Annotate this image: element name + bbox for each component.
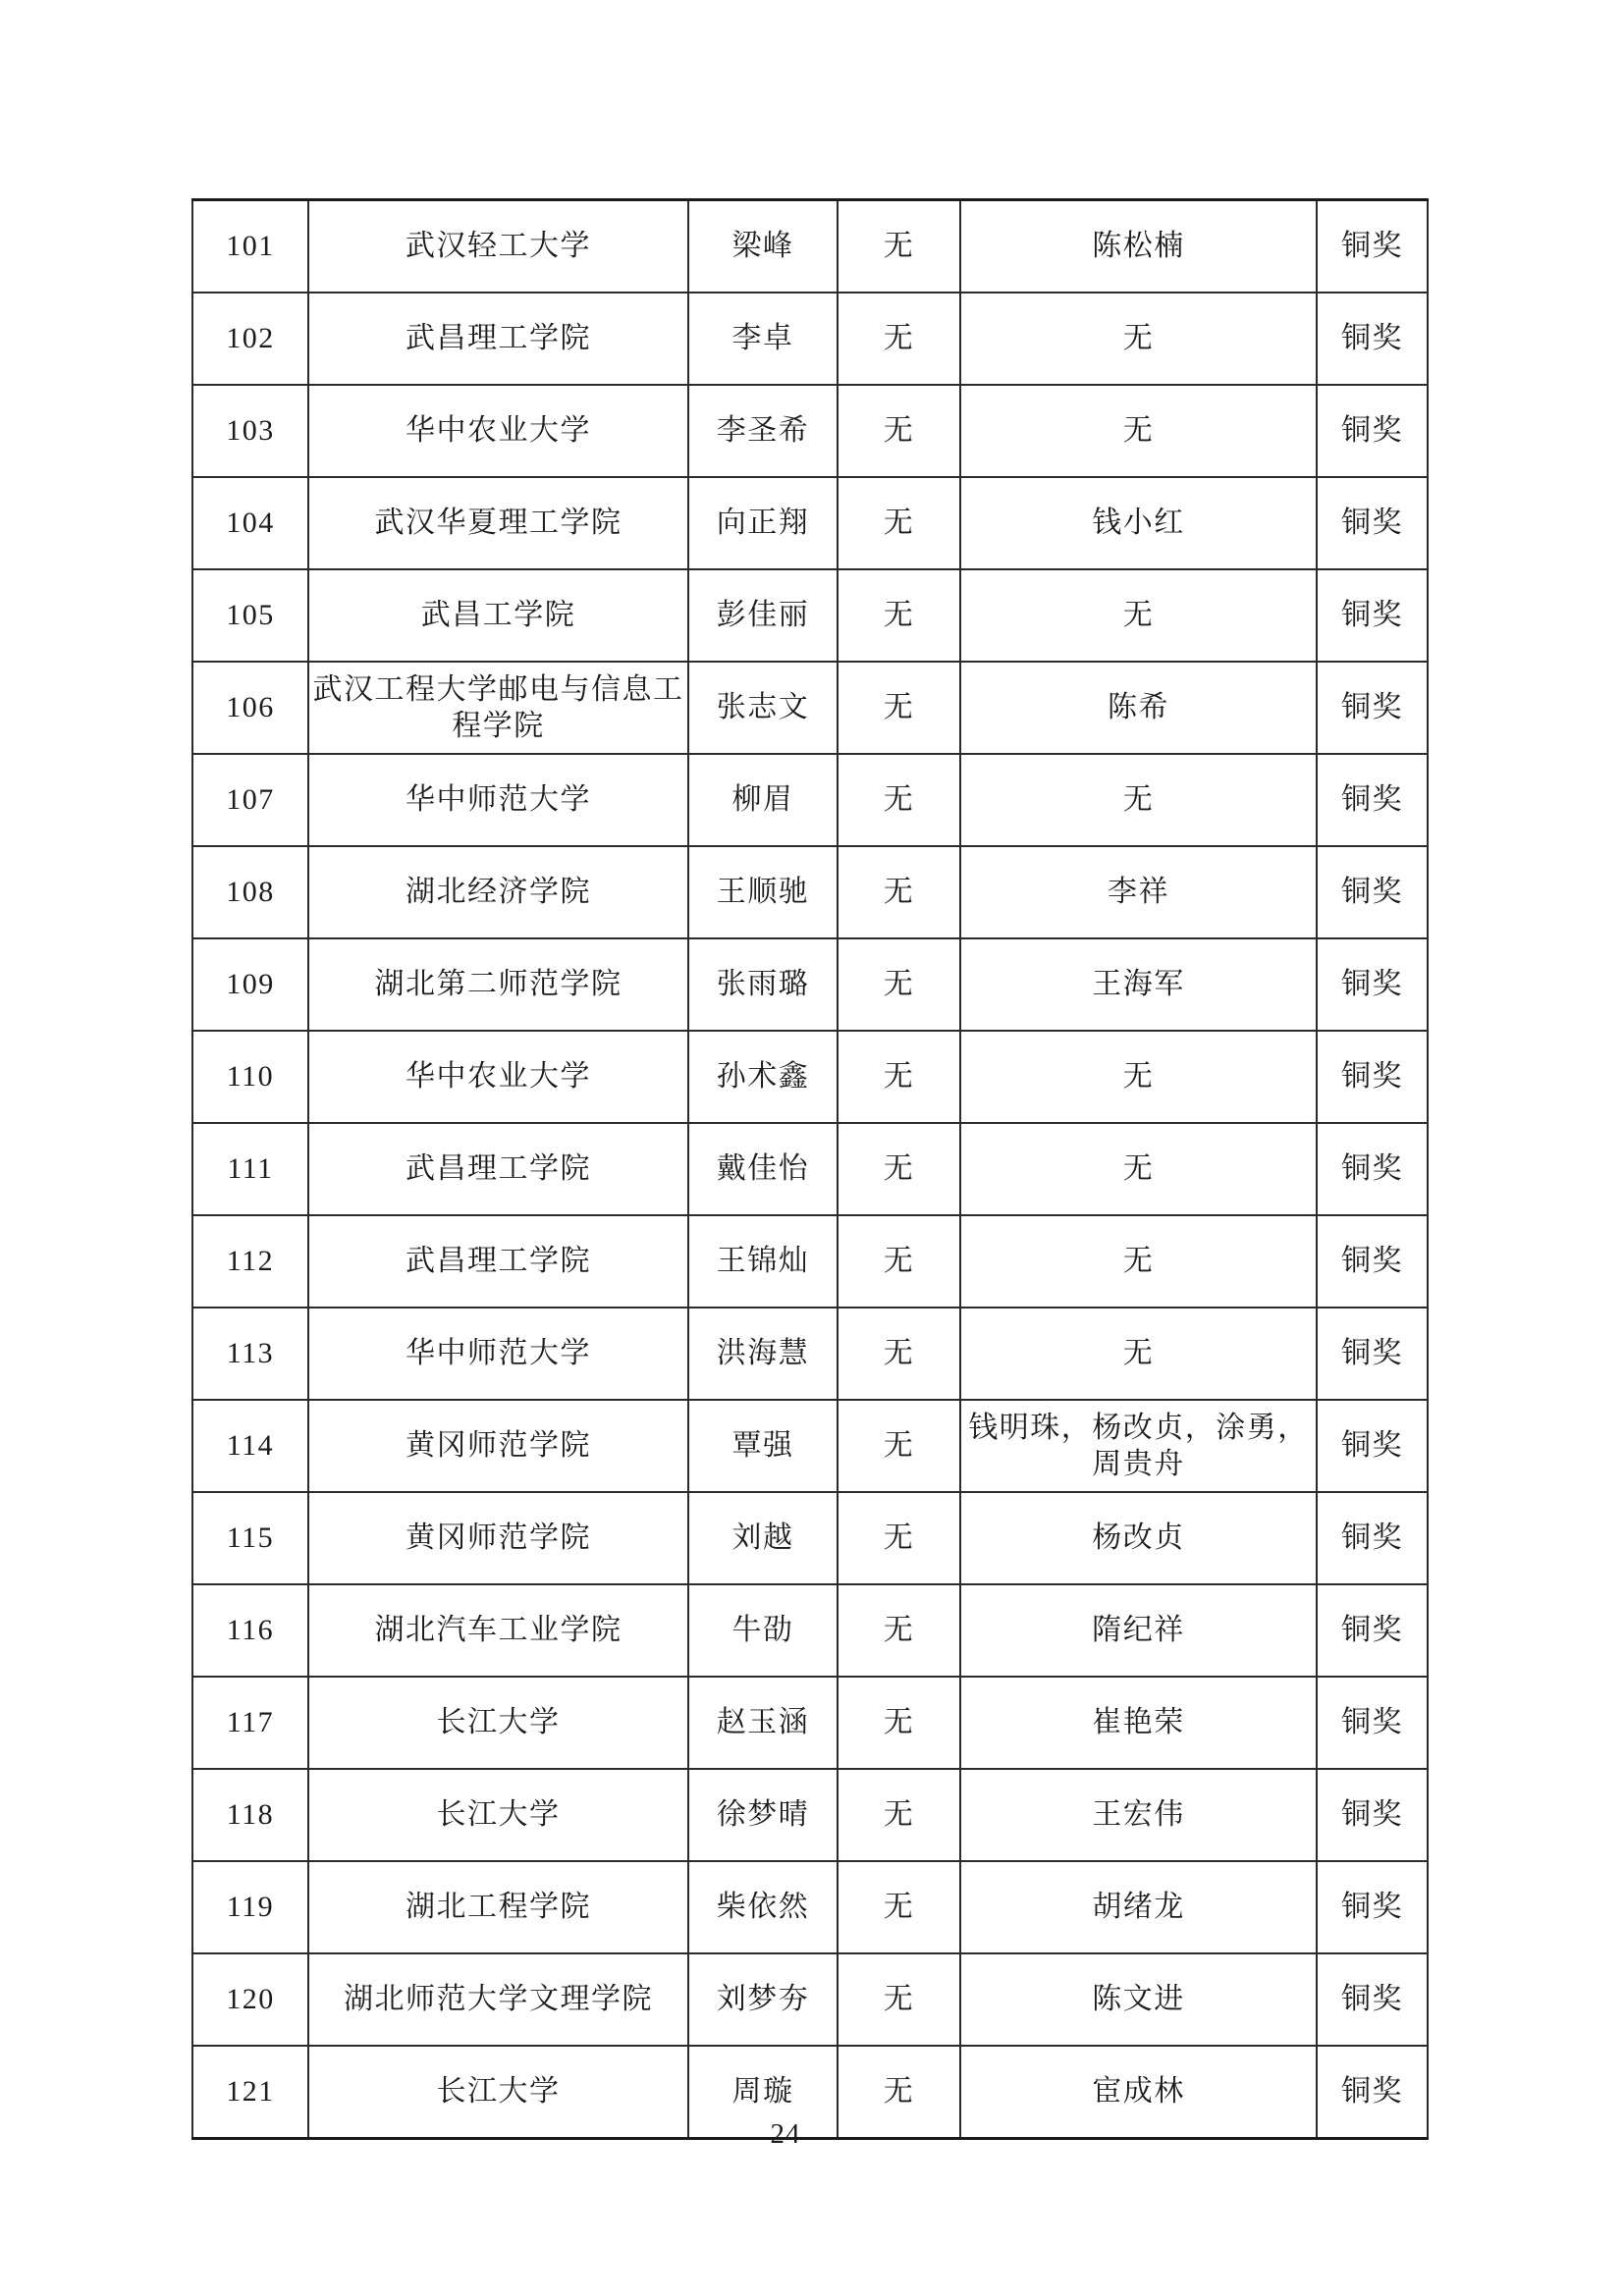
cell-mentors: 陈松楠	[960, 200, 1317, 294]
table-row	[192, 200, 1428, 294]
cell-name: 张雨璐	[688, 938, 838, 1031]
cell-award: 铜奖	[1317, 1584, 1428, 1677]
cell-mentors: 钱明珠，杨改贞，涂勇，周贵舟	[960, 1400, 1317, 1492]
cell-no: 103	[192, 385, 308, 477]
cell-no: 119	[192, 1861, 308, 1953]
cell-no: 111	[192, 1123, 308, 1215]
table-row	[192, 938, 1428, 1031]
cell-no: 102	[192, 293, 308, 385]
cell-name: 覃强	[688, 1400, 838, 1492]
cell-mentors: 无	[960, 1215, 1317, 1308]
cell-no: 112	[192, 1215, 308, 1308]
cell-mentors: 无	[960, 385, 1317, 477]
cell-award: 铜奖	[1317, 1769, 1428, 1861]
cell-mentors: 陈希	[960, 662, 1317, 754]
cell-blank: 无	[838, 1953, 960, 2046]
cell-award: 铜奖	[1317, 569, 1428, 662]
cell-mentors: 陈文进	[960, 1953, 1317, 2046]
cell-school: 湖北汽车工业学院	[308, 1584, 688, 1677]
cell-school: 武汉轻工大学	[308, 200, 688, 294]
cell-name: 徐梦晴	[688, 1769, 838, 1861]
cell-school: 湖北工程学院	[308, 1861, 688, 1953]
cell-blank: 无	[838, 1769, 960, 1861]
cell-name: 王顺驰	[688, 846, 838, 938]
cell-mentors: 隋纪祥	[960, 1584, 1317, 1677]
cell-name: 李卓	[688, 293, 838, 385]
cell-no: 104	[192, 477, 308, 569]
cell-no: 120	[192, 1953, 308, 2046]
cell-no: 110	[192, 1031, 308, 1123]
cell-mentors: 无	[960, 293, 1317, 385]
cell-name: 柴依然	[688, 1861, 838, 1953]
table-row	[192, 1584, 1428, 1677]
cell-name: 洪海慧	[688, 1308, 838, 1400]
cell-mentors: 崔艳荣	[960, 1677, 1317, 1769]
cell-mentors: 李祥	[960, 846, 1317, 938]
cell-blank: 无	[838, 1400, 960, 1492]
cell-name: 王锦灿	[688, 1215, 838, 1308]
cell-award: 铜奖	[1317, 938, 1428, 1031]
cell-award: 铜奖	[1317, 1861, 1428, 1953]
table-row	[192, 1677, 1428, 1769]
cell-blank: 无	[838, 1031, 960, 1123]
table-row	[192, 846, 1428, 938]
cell-award: 铜奖	[1317, 477, 1428, 569]
cell-name: 梁峰	[688, 200, 838, 294]
cell-mentors: 无	[960, 1031, 1317, 1123]
award-table	[191, 198, 1429, 2140]
cell-name: 周璇	[688, 2046, 838, 2139]
cell-school: 长江大学	[308, 2046, 688, 2139]
cell-no: 121	[192, 2046, 308, 2139]
cell-school: 长江大学	[308, 1769, 688, 1861]
cell-blank: 无	[838, 385, 960, 477]
page-number: 24	[770, 2118, 801, 2150]
cell-no: 105	[192, 569, 308, 662]
cell-no: 109	[192, 938, 308, 1031]
cell-award: 铜奖	[1317, 1031, 1428, 1123]
cell-blank: 无	[838, 477, 960, 569]
cell-school: 武昌工学院	[308, 569, 688, 662]
cell-blank: 无	[838, 1123, 960, 1215]
cell-award: 铜奖	[1317, 754, 1428, 846]
cell-no: 118	[192, 1769, 308, 1861]
cell-award: 铜奖	[1317, 385, 1428, 477]
table-row	[192, 1123, 1428, 1215]
table-row	[192, 1031, 1428, 1123]
cell-award: 铜奖	[1317, 846, 1428, 938]
table-row	[192, 293, 1428, 385]
cell-school: 湖北第二师范学院	[308, 938, 688, 1031]
cell-name: 戴佳怡	[688, 1123, 838, 1215]
cell-blank: 无	[838, 1677, 960, 1769]
cell-no: 115	[192, 1492, 308, 1584]
cell-no: 106	[192, 662, 308, 754]
cell-blank: 无	[838, 293, 960, 385]
cell-school: 湖北经济学院	[308, 846, 688, 938]
cell-name: 赵玉涵	[688, 1677, 838, 1769]
cell-name: 向正翔	[688, 477, 838, 569]
cell-mentors: 杨改贞	[960, 1492, 1317, 1584]
cell-no: 108	[192, 846, 308, 938]
cell-mentors: 胡绪龙	[960, 1861, 1317, 1953]
cell-blank: 无	[838, 200, 960, 294]
cell-school: 华中师范大学	[308, 1308, 688, 1400]
cell-blank: 无	[838, 2046, 960, 2139]
table-row	[192, 1400, 1428, 1492]
table-row	[192, 569, 1428, 662]
table-row	[192, 662, 1428, 754]
cell-mentors: 钱小红	[960, 477, 1317, 569]
cell-award: 铜奖	[1317, 1123, 1428, 1215]
cell-no: 114	[192, 1400, 308, 1492]
cell-name: 牛劭	[688, 1584, 838, 1677]
cell-mentors: 无	[960, 1308, 1317, 1400]
table-row	[192, 1861, 1428, 1953]
cell-name: 柳眉	[688, 754, 838, 846]
cell-school: 湖北师范大学文理学院	[308, 1953, 688, 2046]
cell-school: 武昌理工学院	[308, 1123, 688, 1215]
cell-mentors: 无	[960, 754, 1317, 846]
cell-school: 武昌理工学院	[308, 293, 688, 385]
cell-mentors: 王海军	[960, 938, 1317, 1031]
cell-blank: 无	[838, 569, 960, 662]
cell-school: 华中农业大学	[308, 385, 688, 477]
cell-mentors: 无	[960, 1123, 1317, 1215]
cell-school: 黄冈师范学院	[308, 1400, 688, 1492]
table-row	[192, 1492, 1428, 1584]
cell-name: 刘梦夯	[688, 1953, 838, 2046]
cell-no: 113	[192, 1308, 308, 1400]
cell-name: 彭佳丽	[688, 569, 838, 662]
cell-blank: 无	[838, 754, 960, 846]
cell-award: 铜奖	[1317, 293, 1428, 385]
table-row	[192, 385, 1428, 477]
table-row	[192, 477, 1428, 569]
cell-school: 武汉工程大学邮电与信息工程学院	[308, 662, 688, 754]
cell-award: 铜奖	[1317, 1953, 1428, 2046]
cell-blank: 无	[838, 1308, 960, 1400]
cell-mentors: 王宏伟	[960, 1769, 1317, 1861]
cell-name: 刘越	[688, 1492, 838, 1584]
cell-blank: 无	[838, 1215, 960, 1308]
cell-award: 铜奖	[1317, 200, 1428, 294]
cell-no: 101	[192, 200, 308, 294]
cell-blank: 无	[838, 1584, 960, 1677]
cell-school: 华中农业大学	[308, 1031, 688, 1123]
table-row	[192, 1769, 1428, 1861]
cell-blank: 无	[838, 1861, 960, 1953]
cell-award: 铜奖	[1317, 2046, 1428, 2139]
table-row	[192, 754, 1428, 846]
cell-award: 铜奖	[1317, 1492, 1428, 1584]
cell-mentors: 无	[960, 569, 1317, 662]
cell-award: 铜奖	[1317, 1677, 1428, 1769]
cell-name: 张志文	[688, 662, 838, 754]
table-row	[192, 1308, 1428, 1400]
cell-no: 107	[192, 754, 308, 846]
cell-award: 铜奖	[1317, 1400, 1428, 1492]
cell-no: 116	[192, 1584, 308, 1677]
cell-school: 武汉华夏理工学院	[308, 477, 688, 569]
cell-blank: 无	[838, 1492, 960, 1584]
cell-blank: 无	[838, 938, 960, 1031]
award-table-body	[192, 200, 1428, 2139]
cell-name: 李圣希	[688, 385, 838, 477]
cell-school: 黄冈师范学院	[308, 1492, 688, 1584]
table-row	[192, 1953, 1428, 2046]
cell-blank: 无	[838, 662, 960, 754]
cell-school: 武昌理工学院	[308, 1215, 688, 1308]
cell-mentors: 宦成林	[960, 2046, 1317, 2139]
cell-award: 铜奖	[1317, 1308, 1428, 1400]
cell-no: 117	[192, 1677, 308, 1769]
cell-name: 孙术鑫	[688, 1031, 838, 1123]
table-row	[192, 1215, 1428, 1308]
cell-school: 长江大学	[308, 1677, 688, 1769]
cell-award: 铜奖	[1317, 1215, 1428, 1308]
cell-award: 铜奖	[1317, 662, 1428, 754]
cell-blank: 无	[838, 846, 960, 938]
cell-school: 华中师范大学	[308, 754, 688, 846]
